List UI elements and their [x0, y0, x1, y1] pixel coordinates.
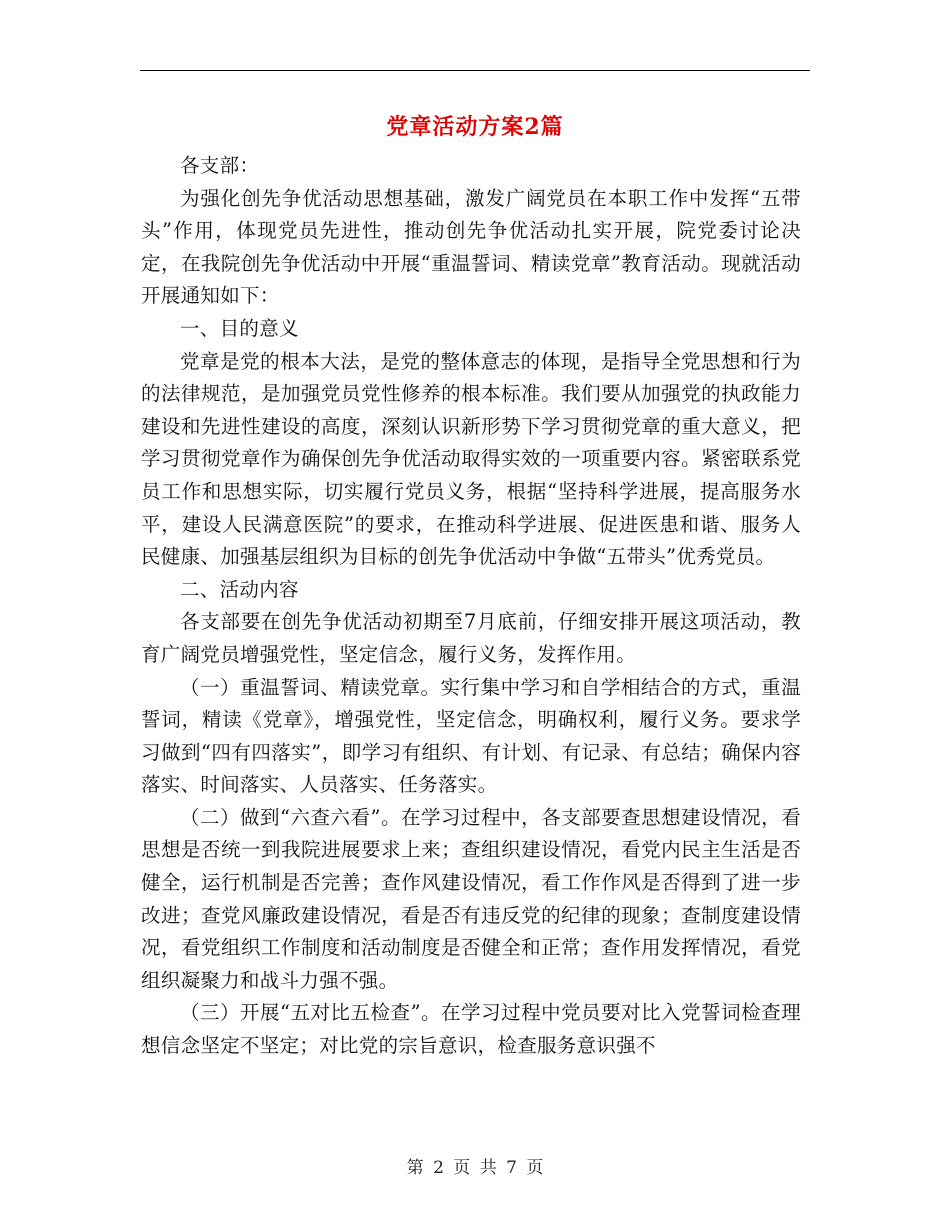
page-number-footer: 第 2 页 共 7 页	[406, 1158, 544, 1178]
content-intro-paragraph: 各支部要在创先争优活动初期至7月底前，仔细安排开展这项活动，教育广阔党员增强党性，坚定信念，履行义务，发挥作用。	[141, 610, 801, 666]
section-heading-purpose: 一、目的意义	[180, 316, 299, 340]
document-title: 党章活动方案2篇	[386, 114, 564, 140]
purpose-paragraph: 党章是党的根本大法，是党的整体意志的体现，是指导全党思想和行为的法律规范，是加强党员党性修养的根本标准。我们要从加强党的执政能力建设和先进性建设的高度，深刻认识新形势下学习贯彻党章的重大意义，把学习贯彻党章作为确保创先争优活动取得实效的一项重要内容。紧密联系党员工作和思想实际，切实履行党员义务，根据“坚持科学进展，提高服务水平，建设人民满意医院”的要求，在推动科学进展、促进医患和谐、服务人民健康、加强基层组织为目标的创先争优活动中争做“五带头”优秀党员。	[141, 349, 801, 569]
document-body	[141, 150, 801, 1063]
item-two-paragraph: （二）做到“六查六看”。在学习过程中，各支部要查思想建设情况，看思想是否统一到我院进展要求上来；查组织建设情况，看党内民主生活是否健全，运行机制是否完善；查作风建设情况，看工作作风是否得到了进一步改进；查党风廉政建设情况，看是否有违反党的纪律的现象；查制度建设情况，看党组织工作制度和活动制度是否健全和正常；查作用发挥情况，看党组织凝聚力和战斗力强不强。	[141, 805, 801, 992]
intro-paragraph: 为强化创先争优活动思想基础，激发广阔党员在本职工作中发挥“五带头”作用，体现党员先进性，推动创先争优活动扎实开展，院党委讨论决定，在我院创先争优活动中开展“重温誓词、精读党章”教育活动。现就活动开展通知如下：	[141, 186, 801, 308]
item-one-paragraph: （一）重温誓词、精读党章。实行集中学习和自学相结合的方式，重温誓词，精读《党章》，增强党性，坚定信念，明确权利，履行义务。要求学习做到“四有四落实”，即学习有组织、有计划、有记录、有总结；确保内容落实、时间落实、人员落实、任务落实。	[141, 675, 801, 797]
section-heading-content: 二、活动内容	[180, 577, 299, 601]
salutation: 各支部：	[180, 154, 260, 177]
item-three-paragraph: （三）开展“五对比五检查”。在学习过程中党员要对比入党誓词检查理想信念坚定不坚定；对比党的宗旨意识，检查服务意识强不	[141, 1001, 801, 1058]
header-rule	[140, 70, 810, 71]
